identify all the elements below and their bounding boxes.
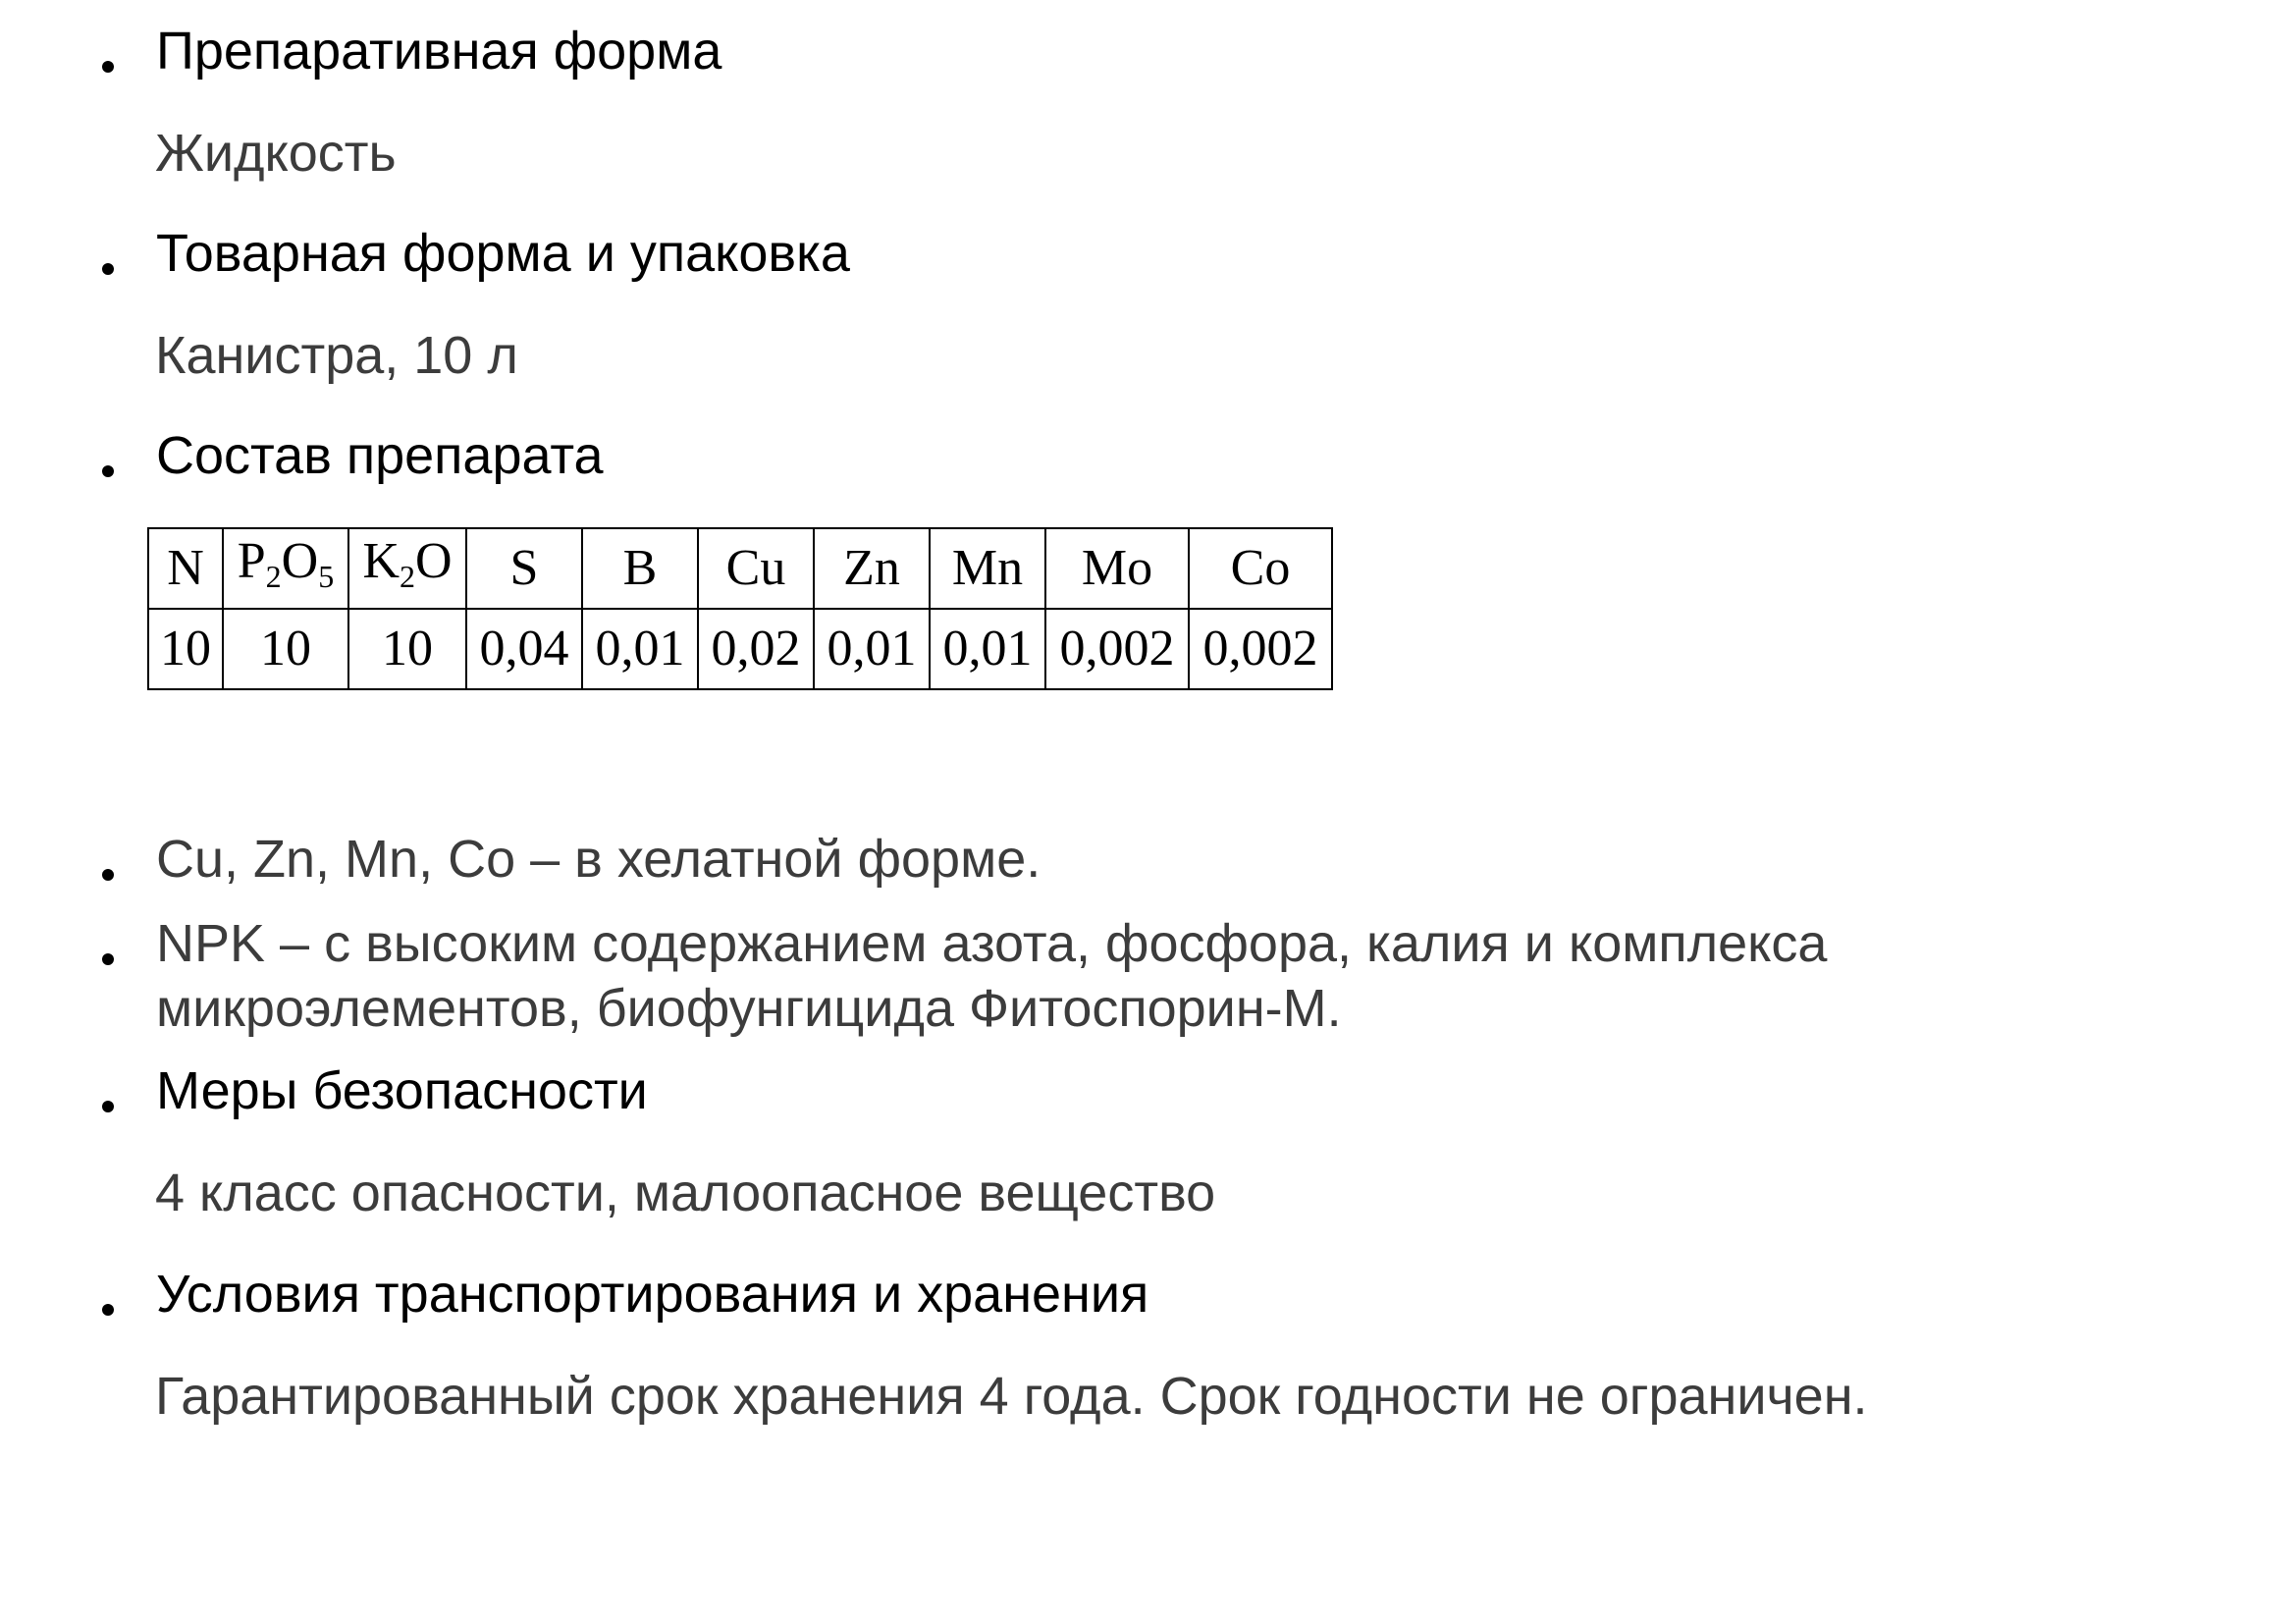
- bullet-icon: [102, 1304, 114, 1316]
- header-mn: Mn: [930, 528, 1045, 609]
- value-mo: 0,002: [1045, 609, 1189, 689]
- value-co: 0,002: [1189, 609, 1332, 689]
- header-co: Co: [1189, 528, 1332, 609]
- header-n: N: [148, 528, 223, 609]
- header-p2o5: $P_2O_5$: [223, 528, 348, 609]
- bullet-icon: [102, 953, 114, 965]
- npk-note-line-2: микроэлементов, биофунгицида Фитоспорин-М.: [156, 979, 1342, 1038]
- bullet-icon: [102, 61, 114, 73]
- bullet-icon: [102, 465, 114, 477]
- header-mo: Mo: [1045, 528, 1189, 609]
- npk-note-line-1: NPK – с высоким содержанием азота, фосфора, калия и комплекса: [156, 914, 1828, 973]
- header-zn: Zn: [814, 528, 930, 609]
- composition-header-row: [148, 528, 1332, 609]
- packaging-heading: Товарная форма и упаковка: [156, 224, 850, 283]
- storage-value: Гарантированный срок хранения 4 года. Срок годности не ограничен.: [155, 1367, 1868, 1426]
- header-k2o: $K_2O$: [348, 528, 466, 609]
- storage-heading: Условия транспортирования и хранения: [156, 1265, 1149, 1324]
- bullet-icon: [102, 263, 114, 275]
- value-k2o: 10: [348, 609, 466, 689]
- header-b: B: [582, 528, 698, 609]
- header-s: S: [466, 528, 582, 609]
- composition-heading: Состав препарата: [156, 426, 604, 485]
- value-cu: 0,02: [698, 609, 814, 689]
- safety-value: 4 класс опасности, малоопасное вещество: [155, 1164, 1216, 1222]
- value-b: 0,01: [582, 609, 698, 689]
- composition-value-row: [148, 609, 1332, 689]
- bullet-icon: [102, 1101, 114, 1112]
- form-heading: Препаративная форма: [156, 22, 722, 81]
- value-zn: 0,01: [814, 609, 930, 689]
- value-mn: 0,01: [930, 609, 1045, 689]
- safety-heading: Меры безопасности: [156, 1061, 648, 1120]
- header-cu: Cu: [698, 528, 814, 609]
- value-p2o5: 10: [223, 609, 348, 689]
- chelate-note: Cu, Zn, Mn, Co – в хелатной форме.: [156, 830, 1041, 889]
- form-value: Жидкость: [155, 124, 397, 183]
- composition-table: [147, 527, 1333, 690]
- value-n: 10: [148, 609, 223, 689]
- bullet-icon: [102, 869, 114, 881]
- packaging-value: Канистра, 10 л: [155, 326, 518, 385]
- value-s: 0,04: [466, 609, 582, 689]
